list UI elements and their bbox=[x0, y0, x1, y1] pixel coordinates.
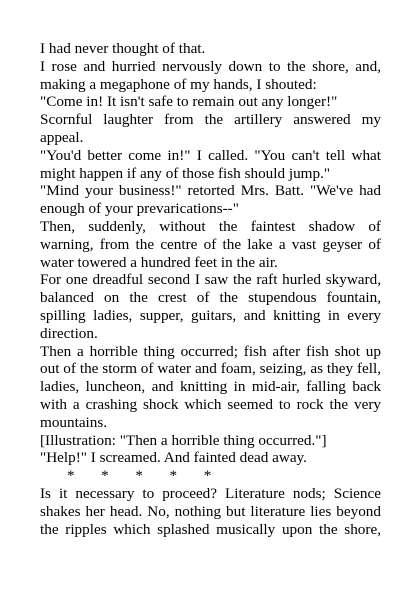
paragraph: Then a horrible thing occurred; fish after fish shot up out of the storm of water and foam, seizing, as they fell, ladies, luncheon, and knitting in mid-air, falling back with a crashing shock which seemed to rock the very mountains. bbox=[40, 342, 381, 431]
paragraph: Scornful laughter from the artillery answered my appeal. bbox=[40, 111, 381, 146]
paragraph: Then, suddenly, without the faintest shadow of warning, from the centre of the lake a vast geyser of water towered a hundred feet in the air. bbox=[40, 217, 381, 271]
illustration-caption: [Illustration: "Then a horrible thing occurred."] bbox=[40, 431, 327, 449]
paragraph: "Mind your business!" retorted Mrs. Batt. "We've had enough of your prevarications--" bbox=[40, 182, 381, 218]
paragraph: For one dreadful second I saw the raft hurled skyward, balanced on the crest of the stupendous fountain, spilling ladies, supper, guitars, and knitting in every direction. bbox=[40, 271, 381, 342]
section-break: * * * * * bbox=[67, 467, 212, 485]
document-page bbox=[40, 40, 381, 538]
paragraph: "Come in! It isn't safe to remain out any longer!" bbox=[40, 93, 338, 111]
paragraph: Is it necessary to proceed? Literature nods; Science shakes her head. No, nothing but literature lies beyond the ripples which splashed musically upon the shore, bbox=[40, 484, 381, 538]
paragraph: "You'd better come in!" I called. "You can't tell what might happen if any of those fish should jump." bbox=[40, 146, 381, 182]
paragraph: I rose and hurried nervously down to the shore, and, making a megaphone of my hands, I shouted: bbox=[40, 57, 381, 93]
paragraph: "Help!" I screamed. And fainted dead away. bbox=[40, 449, 307, 467]
paragraph: I had never thought of that. bbox=[40, 40, 206, 57]
